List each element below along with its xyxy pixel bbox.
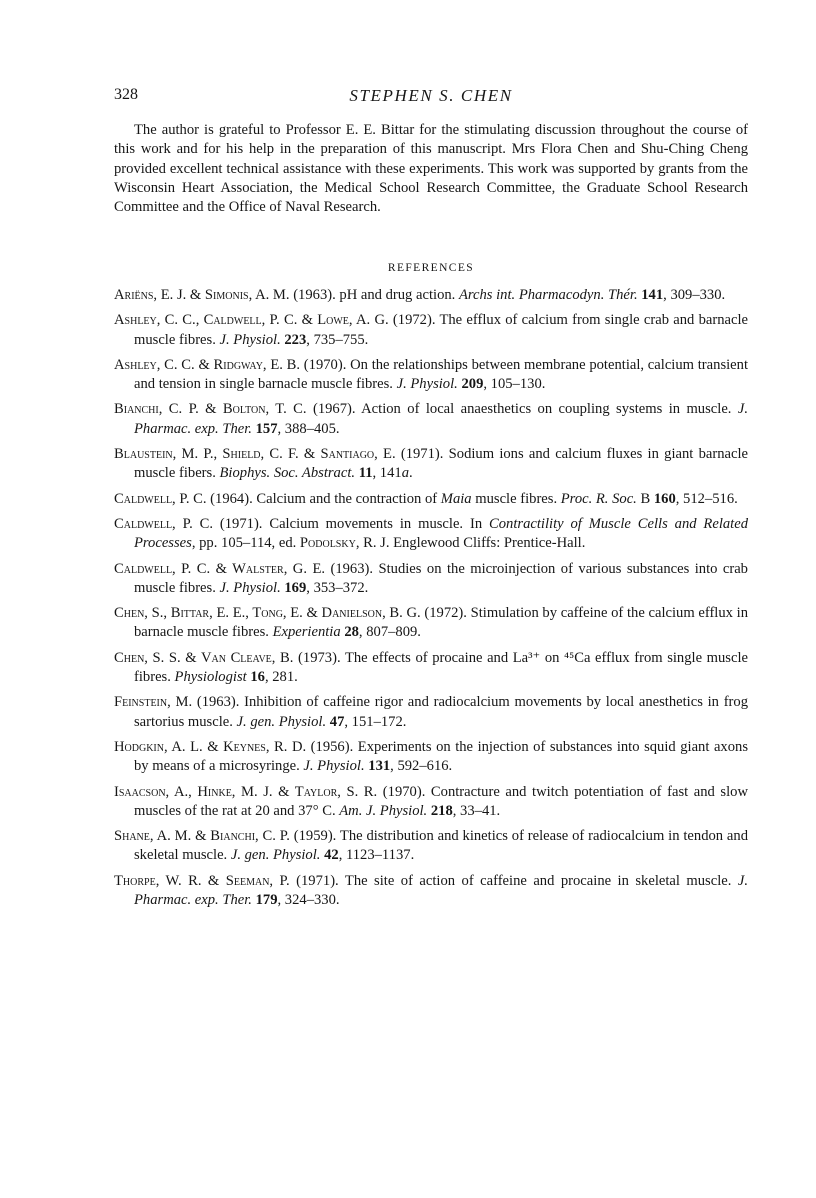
reference-text: J. Physiol.: [219, 331, 281, 348]
reference-entry: [114, 445, 748, 484]
reference-text: (1973). The effects of procaine and La³⁺ on ⁴⁵Ca efflux from single muscle fibres.: [134, 649, 748, 686]
reference-text: Podolsky, R. J.: [299, 535, 390, 552]
reference-text: 47: [329, 713, 345, 730]
reference-text: J. Physiol.: [219, 579, 281, 596]
reference-text: (1956). Experiments on the injection of substances into squid giant axons by means of a microsyringe.: [134, 738, 748, 775]
reference-text: 160: [653, 490, 676, 507]
reference-text: (1959). The distribution and kinetics of release of radiocalcium in tendon and skeletal muscle.: [134, 828, 749, 864]
reference-entry: [114, 693, 748, 732]
reference-text: , 309–330.: [663, 287, 726, 303]
reference-text: Experientia: [272, 624, 341, 641]
reference-text: (1972). Stimulation by caffeine of the calcium efflux in barnacle muscle fibres.: [134, 605, 748, 641]
reference-text: (1963). Studies on the microinjection of various substances into crab muscle fibres.: [134, 560, 748, 596]
reference-text: , 592–616.: [390, 758, 453, 775]
reference-text: Ashley, C. C., Caldwell, P. C. & Lowe, A. G.: [114, 312, 389, 329]
page-header: [114, 86, 748, 110]
reference-text: Archs int. Pharmacodyn. Thér.: [458, 287, 638, 303]
reference-text: J. gen. Physiol.: [236, 713, 327, 730]
reference-text: B: [636, 490, 654, 507]
reference-text: , pp. 105–114, ed.: [191, 535, 300, 552]
reference-text: muscle fibres.: [471, 490, 561, 507]
reference-text: 131: [368, 758, 391, 775]
reference-text: (1971). The site of action of caffeine and procaine in skeletal muscle.: [289, 872, 738, 889]
reference-text: , 105–130.: [483, 376, 546, 393]
reference-entry: [114, 872, 748, 911]
reference-text: Caldwell, P. C. & Walster, G. E.: [114, 560, 326, 577]
reference-text: , 281.: [264, 669, 298, 686]
reference-text: 11: [358, 465, 373, 482]
reference-text: Caldwell, P. C.: [114, 515, 214, 532]
reference-text: , 1123–1137.: [338, 847, 415, 864]
reference-entry: [114, 649, 748, 688]
reference-text: Caldwell, P. C.: [114, 490, 207, 507]
reference-text: Ashley, C. C. & Ridgway, E. B.: [114, 356, 301, 373]
reference-text: , 33–41.: [452, 802, 501, 819]
reference-text: Bianchi, C. P. & Bolton, T. C.: [114, 401, 307, 418]
reference-text: Proc. R. Soc.: [560, 490, 637, 507]
reference-text: 157: [255, 420, 278, 437]
reference-text: a: [401, 465, 409, 482]
reference-text: 169: [284, 579, 307, 596]
reference-text: (1964). Calcium and the contraction of: [206, 490, 441, 507]
reference-text: (1967). Action of local anaesthetics on coupling systems in muscle.: [306, 401, 738, 418]
reference-text: Hodgkin, A. L. & Keynes, R. D.: [114, 738, 307, 755]
reference-text: 16: [250, 669, 265, 686]
reference-text: J. Physiol.: [396, 376, 458, 393]
reference-text: Physiologist: [174, 669, 247, 686]
reference-text: Feinstein, M.: [114, 694, 193, 711]
page-number: 328: [114, 86, 138, 103]
reference-text: Chen, S., Bittar, E. E., Tong, E. & Danielson, B. G.: [114, 605, 421, 622]
reference-text: , 388–405.: [277, 420, 340, 437]
reference-text: 209: [461, 376, 484, 393]
reference-text: 42: [324, 847, 339, 864]
reference-text: 141: [641, 287, 664, 303]
reference-text: Blaustein, M. P., Shield, C. F. & Santiago, E.: [114, 446, 396, 463]
reference-text: , 141: [372, 465, 402, 482]
reference-text: , 512–516.: [675, 490, 738, 507]
reference-text: , 151–172.: [344, 713, 407, 730]
reference-text: 223: [284, 331, 307, 348]
reference-text: Chen, S. S. & Van Cleave, B.: [114, 649, 294, 666]
reference-entry: [114, 356, 748, 395]
acknowledgement-paragraph: The author is grateful to Professor E. E. Bittar for the stimulating discussion throughout the course of this work and for his help in the preparation of this manuscript. Mrs Flora Chen and Shu-Ching Cheng provided excellent technical assistance with these experiments. This work was supported by grants from the Wisconsin Heart Association, the Medical School Research Committee, the Graduate School Research Committee and the Office of Naval Research.: [114, 122, 748, 216]
running-title: STEPHEN S. CHEN: [349, 86, 513, 105]
reference-text: 28: [344, 624, 359, 641]
reference-text: Englewood Cliffs: Prentice-Hall.: [389, 535, 586, 552]
reference-entry: [114, 604, 748, 643]
reference-text: Shane, A. M. & Bianchi, C. P.: [114, 828, 290, 845]
reference-text: (1963). Inhibition of caffeine rigor and radiocalcium movements by local anesthetics in frog sartorius muscle.: [134, 694, 749, 730]
reference-text: .: [408, 465, 413, 482]
reference-text: (1963). pH and drug action.: [289, 287, 459, 303]
reference-text: , 735–755.: [306, 331, 369, 348]
reference-text: (1972). The efflux of calcium from single crab and barnacle muscle fibres.: [134, 312, 748, 348]
reference-text: Ariëns, E. J. & Simonis, A. M.: [114, 287, 290, 303]
reference-text: , 353–372.: [306, 579, 369, 596]
reference-text: Biophys. Soc. Abstract.: [219, 465, 356, 482]
reference-entry: [114, 515, 748, 554]
reference-text: J. Pharmac. exp. Ther.: [134, 872, 748, 909]
reference-text: 218: [430, 802, 453, 819]
reference-text: (1970). On the relationships between membrane potential, calcium transient and tension in single barnacle muscle fibres.: [134, 356, 749, 393]
reference-text: Am. J. Physiol.: [339, 802, 428, 819]
reference-text: J. Pharmac. exp. Ther.: [134, 401, 749, 437]
reference-text: , 324–330.: [277, 892, 340, 909]
reference-text: (1971). Calcium movements in muscle. In: [213, 515, 490, 532]
reference-text: (1971). Sodium ions and calcium fluxes in giant barnacle muscle fibers.: [134, 446, 748, 482]
reference-text: Thorpe, W. R. & Seeman, P.: [114, 872, 290, 889]
reference-text: (1970). Contracture and twitch potentiation of fast and slow muscles of the rat at 20 and 37° C.: [134, 783, 748, 819]
reference-entry: [114, 783, 748, 822]
reference-text: , 807–809.: [358, 624, 421, 641]
reference-entry: [114, 560, 748, 599]
reference-list: [114, 286, 748, 916]
references-heading: REFERENCES: [387, 262, 475, 274]
reference-entry: [114, 311, 748, 350]
reference-entry: [114, 738, 748, 777]
reference-text: Isaacson, A., Hinke, M. J. & Taylor, S. R.: [114, 783, 378, 800]
reference-entry: [114, 286, 748, 305]
reference-text: J. gen. Physiol.: [230, 847, 321, 864]
reference-text: J. Physiol.: [303, 758, 365, 775]
reference-text: Contractility of Muscle Cells and Related Processes: [134, 515, 748, 552]
reference-entry: [114, 490, 748, 509]
reference-text: 179: [255, 892, 278, 909]
reference-entry: [114, 827, 748, 866]
reference-entry: [114, 400, 748, 439]
reference-text: Maia: [440, 490, 472, 507]
